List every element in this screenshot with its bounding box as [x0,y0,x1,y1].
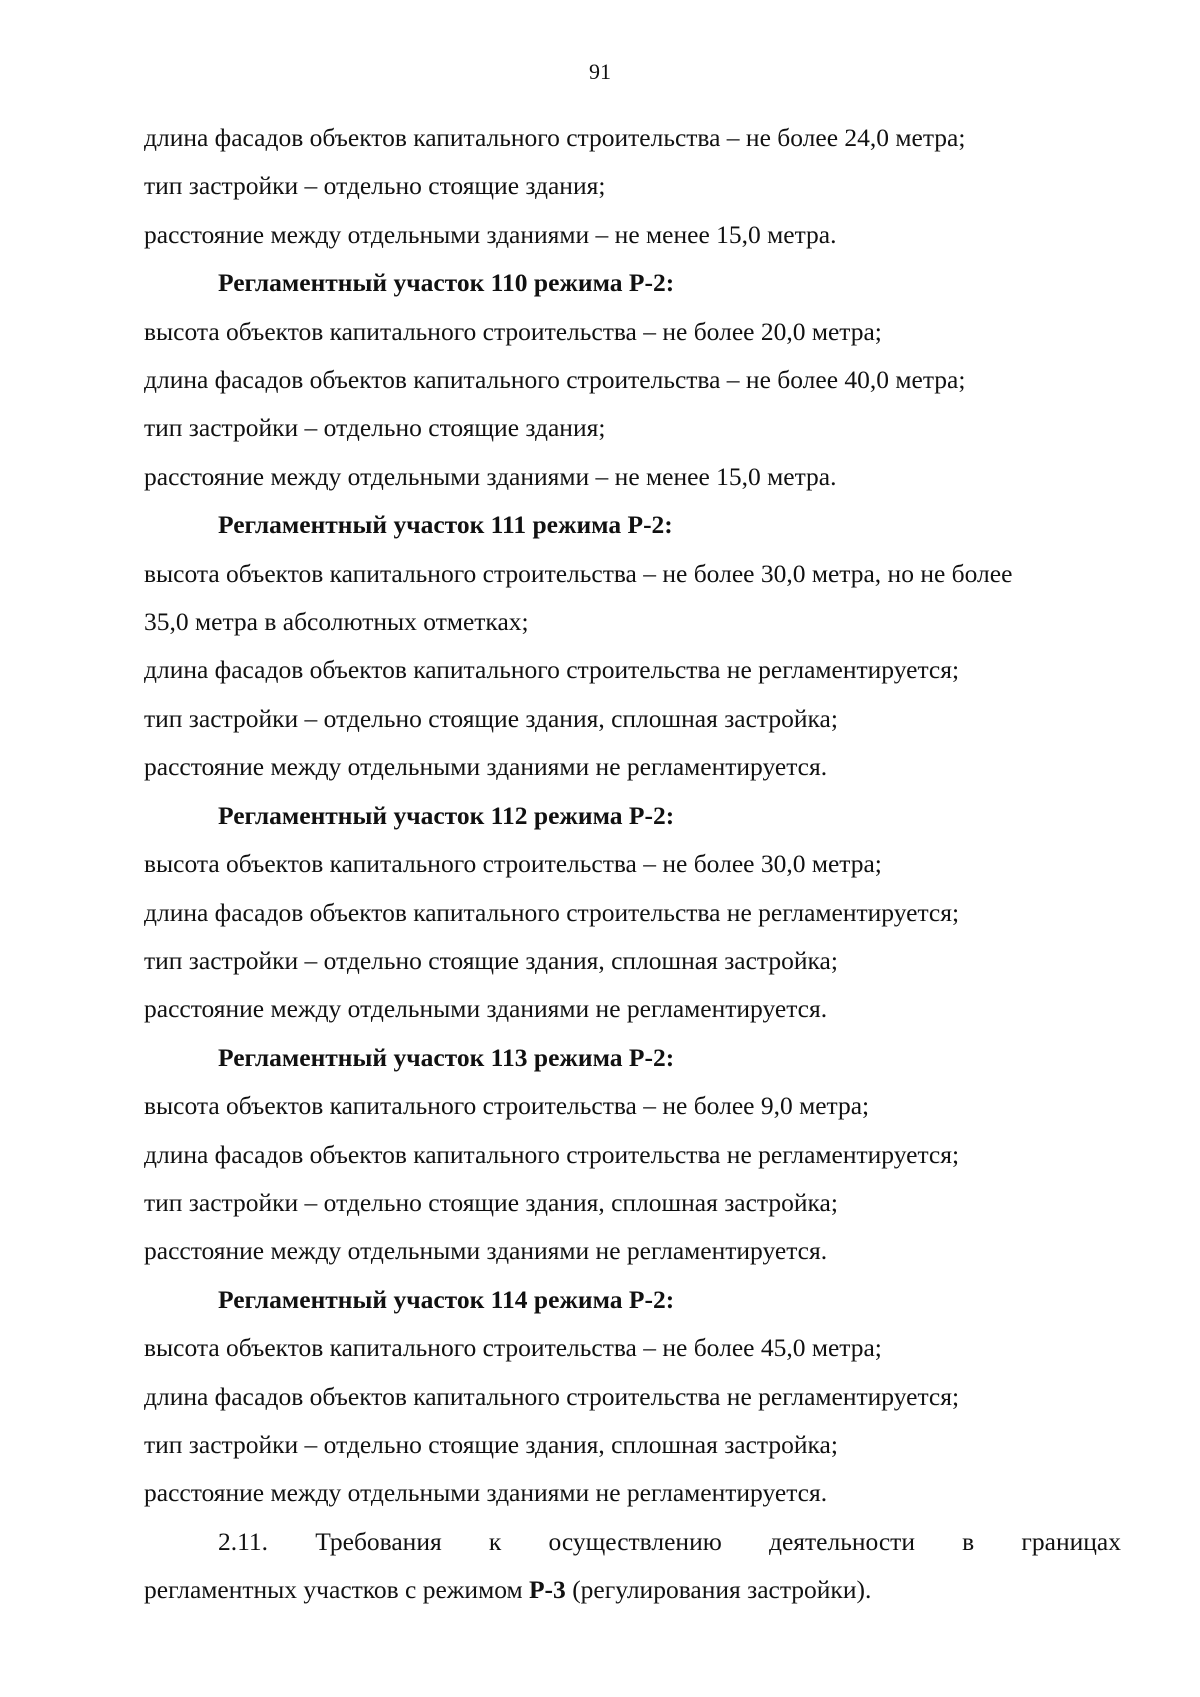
section-heading: Регламентный участок 113 режима Р-2: [218,1042,675,1072]
text-line: длина фасадов объектов капитального строительства не регламентируется; [144,655,960,685]
text-line: тип застройки – отдельно стоящие здания; [144,171,606,201]
document-body [144,114,1121,1615]
text-line: длина фасадов объектов капитального строительства – не более 40,0 метра; [144,365,966,395]
section-112 [144,792,1121,1034]
text-line [144,1566,1121,1614]
section-heading: Регламентный участок 110 режима Р-2: [218,268,675,298]
text-line: расстояние между отдельными зданиями не регламентируется. [144,994,828,1024]
word: в [962,1526,975,1556]
text-line: тип застройки – отдельно стоящие здания, сплошная застройка; [144,1429,838,1459]
text-run: (регулирования застройки). [565,1575,872,1605]
word: деятельности [768,1526,915,1556]
word: границах [1021,1526,1121,1556]
text-line: расстояние между отдельными зданиями не регламентируется. [144,1478,828,1508]
word: Требования [315,1526,442,1556]
section-111 [144,501,1121,791]
section-heading: Регламентный участок 112 режима Р-2: [218,800,675,830]
section-110 [144,259,1121,501]
text-line: тип застройки – отдельно стоящие здания, сплошная застройка; [144,1187,838,1217]
final-paragraph [144,1518,1121,1615]
text-line: длина фасадов объектов капитального строительства не регламентируется; [144,1381,960,1411]
text-line: высота объектов капитального строительства – не более 45,0 метра; [144,1333,882,1363]
section-heading: Регламентный участок 111 режима Р-2: [218,510,673,540]
word: 2.11. [218,1526,269,1556]
text-line: высота объектов капитального строительства – не более 30,0 метра, но не более [144,558,1013,588]
section-113 [144,1034,1121,1276]
text-line: длина фасадов объектов капитального строительства не регламентируется; [144,897,960,927]
word: осуществлению [548,1526,722,1556]
text-line: тип застройки – отдельно стоящие здания, сплошная застройка; [144,945,838,975]
text-run: регламентных участков с режимом [144,1575,529,1605]
intro-block [144,114,1121,259]
text-line: расстояние между отдельными зданиями – не менее 15,0 метра. [144,461,837,491]
text-line: длина фасадов объектов капитального строительства – не более 24,0 метра; [144,123,966,152]
section-114 [144,1276,1121,1518]
section-heading: Регламентный участок 114 режима Р-2: [218,1284,675,1314]
word: к [488,1526,502,1556]
text-line: тип застройки – отдельно стоящие здания, сплошная застройка; [144,703,838,733]
text-line: высота объектов капитального строительства – не более 9,0 метра; [144,1091,870,1121]
text-line: расстояние между отдельными зданиями – не менее 15,0 метра. [144,219,837,249]
text-line: 35,0 метра в абсолютных отметках; [144,607,529,637]
regime-code: Р-3 [528,1575,566,1605]
text-line: расстояние между отдельными зданиями не регламентируется. [144,752,828,782]
justified-line [144,1518,1121,1566]
text-line: расстояние между отдельными зданиями не регламентируется. [144,1236,828,1266]
page-number: 91 [589,59,611,84]
text-line: высота объектов капитального строительства – не более 20,0 метра; [144,316,882,346]
text-line: высота объектов капитального строительства – не более 30,0 метра; [144,849,882,879]
text-line: тип застройки – отдельно стоящие здания; [144,413,606,443]
text-line: длина фасадов объектов капитального строительства не регламентируется; [144,1139,960,1169]
